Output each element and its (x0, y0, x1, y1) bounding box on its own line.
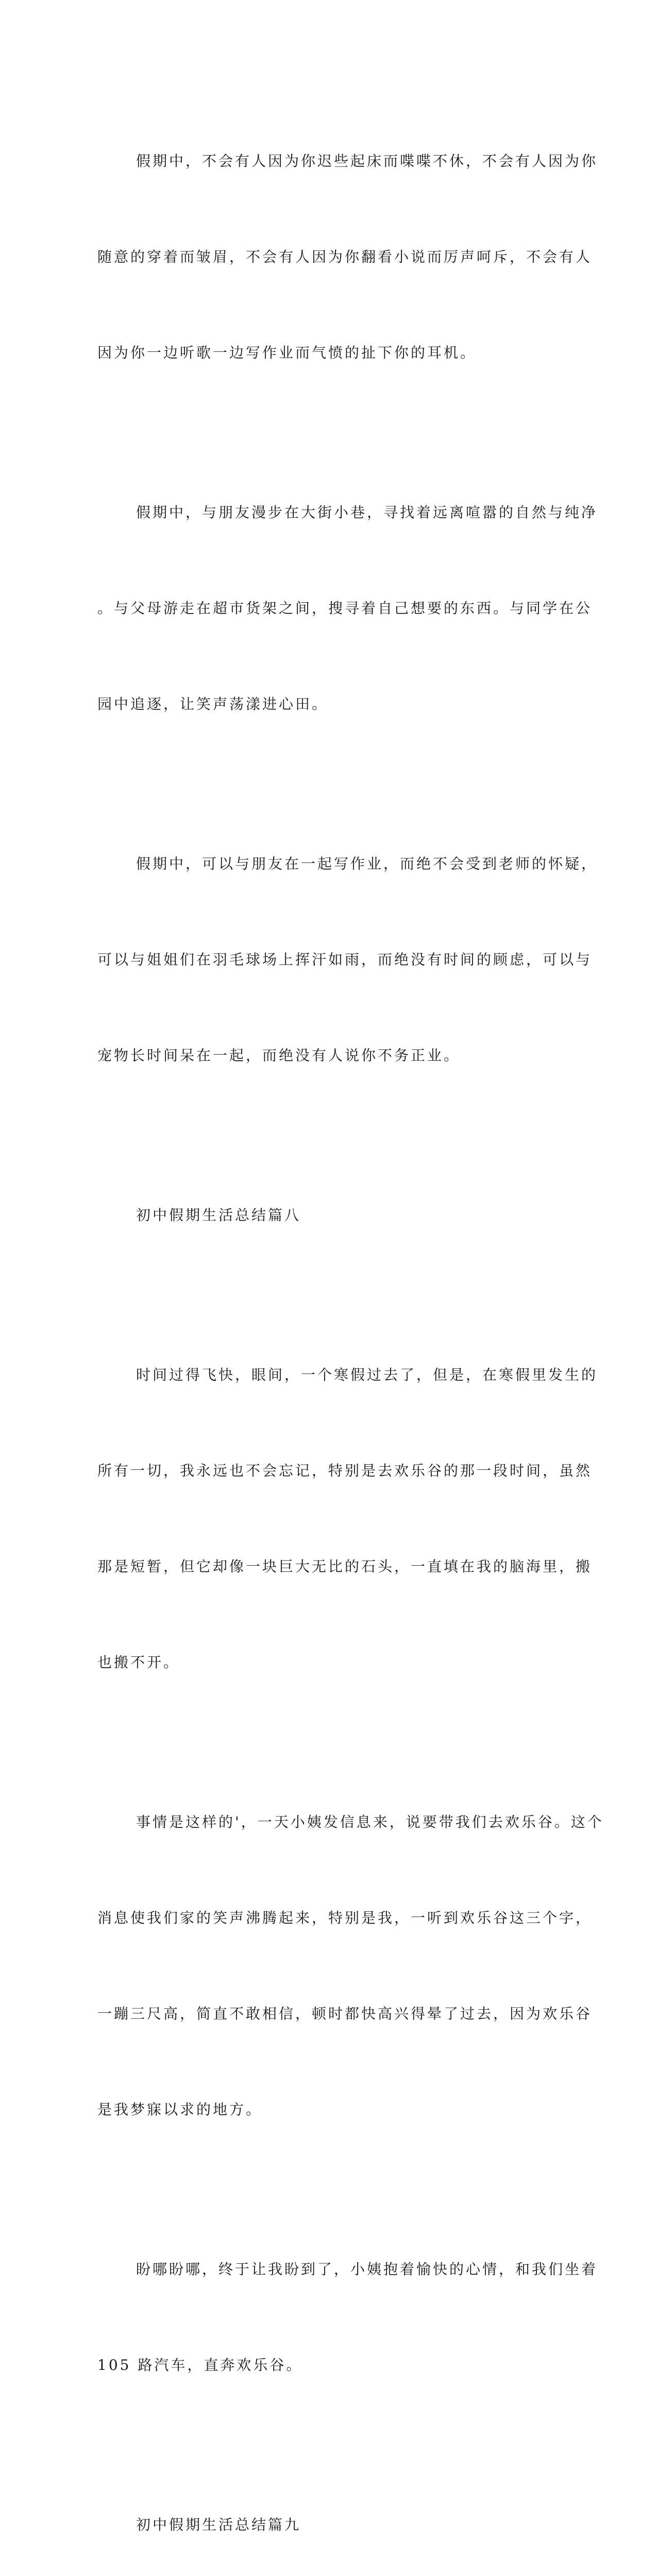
text-line: 园中追逐，让笑声荡漾进心田。 (97, 696, 329, 713)
paragraph (97, 1295, 598, 1742)
text-line: 也搬不开。 (97, 1654, 180, 1671)
text-line: 是我梦寐以求的地方。 (97, 2101, 263, 2118)
paragraph (97, 433, 598, 784)
text-line: 假期中，可以与朋友在一起写作业，而绝不会受到老师的怀疑， (136, 855, 598, 872)
paragraph (97, 1742, 604, 2190)
text-line: 那是短暂，但它却像一块巨大无比的石头，一直填在我的脑海里，搬 (97, 1558, 593, 1575)
document-body (97, 81, 604, 2576)
section-heading (97, 1136, 551, 1295)
text-line: 随意的穿着而皱眉，不会有人因为你翻看小说而厉声呵斥，不会有人 (97, 248, 593, 265)
text-line: 。与父母游走在超市货架之间，搜寻着自己想要的东西。与同学在公 (97, 600, 593, 617)
text-line: 一蹦三尺高，简直不敢相信，顿时都快高兴得晕了过去，因为欢乐谷 (97, 2005, 593, 2022)
text-line: 假期中，与朋友漫步在大街小巷，寻找着远离喧嚣的自然与纯净 (136, 504, 598, 521)
paragraph (97, 2190, 598, 2445)
heading-text: 初中假期生活总结篇九 (136, 2516, 301, 2533)
text-line: 宠物长时间呆在一起，而绝没有人说你不务正业。 (97, 1047, 461, 1064)
text-line: 因为你一边听歌一边写作业而气愤的扯下你的耳机。 (97, 344, 477, 361)
text-line: 消息使我们家的笑声沸腾起来，特别是我，一听到欢乐谷这三个字， (97, 1909, 593, 1926)
text-line: 事情是这样的'，一天小姨发信息来，说要带我们去欢乐谷。这个 (136, 1814, 604, 1831)
text-line: 可以与姐姐们在羽毛球场上挥汗如雨，而绝没有时间的顾虑，可以与 (97, 951, 593, 968)
text-line: 所有一切，我永远也不会忘记，特别是去欢乐谷的那一段时间，虽然 (97, 1462, 593, 1479)
paragraph (97, 81, 598, 433)
text-line: 105 路汽车，直奔欢乐谷。 (97, 2357, 303, 2374)
paragraph (97, 784, 598, 1136)
text-line: 时间过得飞快，眼间，一个寒假过去了，但是，在寒假里发生的 (136, 1366, 598, 1383)
text-line: 盼哪盼哪，终于让我盼到了，小姨抱着愉快的心情，和我们坐着 (136, 2261, 598, 2278)
text-line: 假期中，不会有人因为你迟些起床而喋喋不休，不会有人因为你 (136, 152, 598, 170)
heading-text: 初中假期生活总结篇八 (136, 1207, 301, 1224)
section-heading (97, 2445, 551, 2576)
